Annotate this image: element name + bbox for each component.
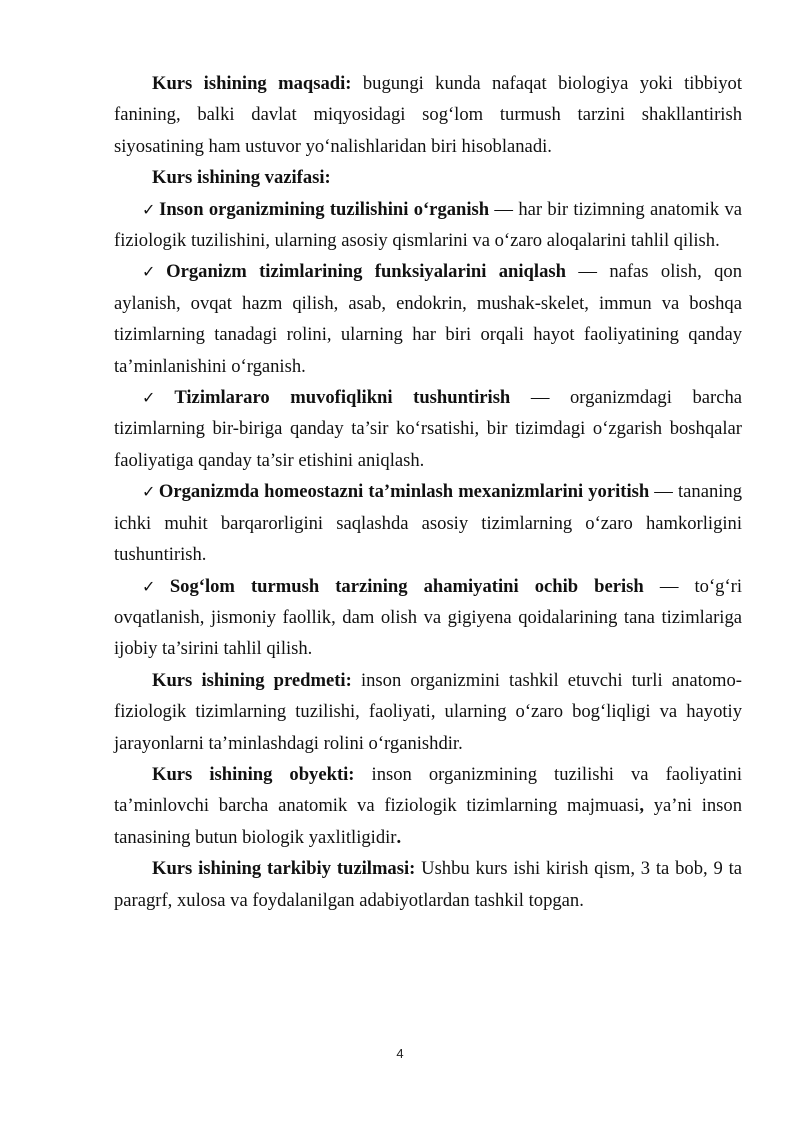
structure-paragraph bbox=[114, 853, 742, 916]
tasks-heading-paragraph bbox=[114, 162, 742, 193]
goal-text: bugungi kunda nafaqat biologiya yoki tibbiyot fanining, balki davlat miqyosidagi sog‘lom turmush tarzini shakllantirish siyosatining ham ustuvor yo‘nalishlaridan biri hisoblanadi. bbox=[114, 73, 742, 157]
subject-text: inson organizmini tashkil etuvchi turli anatomo-fiziologik tizimlarning tuzilishi, faoliyati, ularning o‘zaro bog‘liqligi va hayotiy jarayonlarni ta’minlashdagi rolini o‘rganishdir. bbox=[114, 669, 742, 754]
structure-text: Ushbu kurs ishi kirish qism, 3 ta bob, 9 ta paragrf, xulosa va foydalanilgan adabiyotlardan tashkil topgan. bbox=[114, 858, 742, 911]
task-title: Organizm tizimlarining funksiyalarini aniqlash bbox=[166, 261, 566, 283]
task-text: — nafas olish, qon aylanish, ovqat hazm qilish, asab, endokrin, mushak-skelet, immun va boshqa tizimlarning tanadagi rolini, ularning har biri orqali hayot faoliyatining qanday ta’minlanishini o‘rganish. bbox=[114, 261, 743, 377]
task-title: Organizmda homeostazni ta’minlash mexanizmlarini yoritish bbox=[158, 481, 650, 503]
tasks-heading: Kurs ishining vazifasi: bbox=[152, 167, 331, 189]
task-item bbox=[114, 382, 742, 476]
object-period: . bbox=[396, 826, 402, 848]
task-item bbox=[114, 571, 742, 665]
structure-label: Kurs ishining tarkibiy tuzilmasi: bbox=[152, 858, 416, 880]
checkmark-icon: ✓ bbox=[142, 576, 167, 596]
checkmark-icon: ✓ bbox=[142, 388, 172, 408]
task-title: Inson organizmining tuzilishini o‘rganish bbox=[159, 198, 490, 220]
task-item bbox=[114, 194, 742, 257]
goal-paragraph bbox=[114, 68, 742, 162]
object-text: inson organizmining tuzilishi va faoliyatini ta’minlovchi barcha anatomik va fiziologik tizimlarning majmuasi bbox=[114, 763, 742, 817]
page-number: 4 bbox=[396, 1046, 404, 1061]
subject-label: Kurs ishining predmeti: bbox=[152, 669, 352, 691]
task-item bbox=[114, 256, 742, 382]
task-text: — organizmdagi barcha tizimlarning bir-biriga qanday ta’sir ko‘rsatishi, bir tizimdagi o‘zgarish boshqalar faoliyatiga qanday ta’sir etishini aniqlash. bbox=[114, 387, 743, 471]
task-text: — to‘g‘ri ovqatlanish, jismoniy faollik, dam olish va gigiyena qoidalarining tana tizimlariga ijobiy ta’sirini tahlil qilish. bbox=[114, 575, 742, 660]
object-label: Kurs ishining obyekti: bbox=[152, 763, 355, 785]
task-text: — har bir tizimning anatomik va fiziologik tuzilishini, ularning asosiy qismlarini va o‘zaro aloqalarini tahlil qilish. bbox=[114, 198, 742, 252]
task-item bbox=[114, 476, 742, 570]
object-comma: , bbox=[639, 795, 644, 817]
task-title: Tizimlararo muvofiqlikni tushuntirish bbox=[174, 387, 511, 409]
checkmark-icon: ✓ bbox=[142, 199, 157, 219]
checkmark-icon: ✓ bbox=[142, 482, 156, 502]
task-text: — tananing ichki muhit barqarorligini saqlashda asosiy tizimlarning o‘zaro hamkorligini tushuntirish. bbox=[114, 481, 743, 566]
document-page bbox=[114, 68, 742, 916]
task-title: Sog‘lom turmush tarzining ahamiyatini ochib berish bbox=[169, 575, 644, 597]
subject-paragraph bbox=[114, 665, 742, 759]
goal-label: Kurs ishining maqsadi: bbox=[152, 73, 352, 94]
object-paragraph bbox=[114, 759, 742, 853]
checkmark-icon: ✓ bbox=[142, 262, 164, 282]
object-text-continued: ya’ni inson tanasining butun biologik yaxlitligidir bbox=[114, 795, 742, 848]
